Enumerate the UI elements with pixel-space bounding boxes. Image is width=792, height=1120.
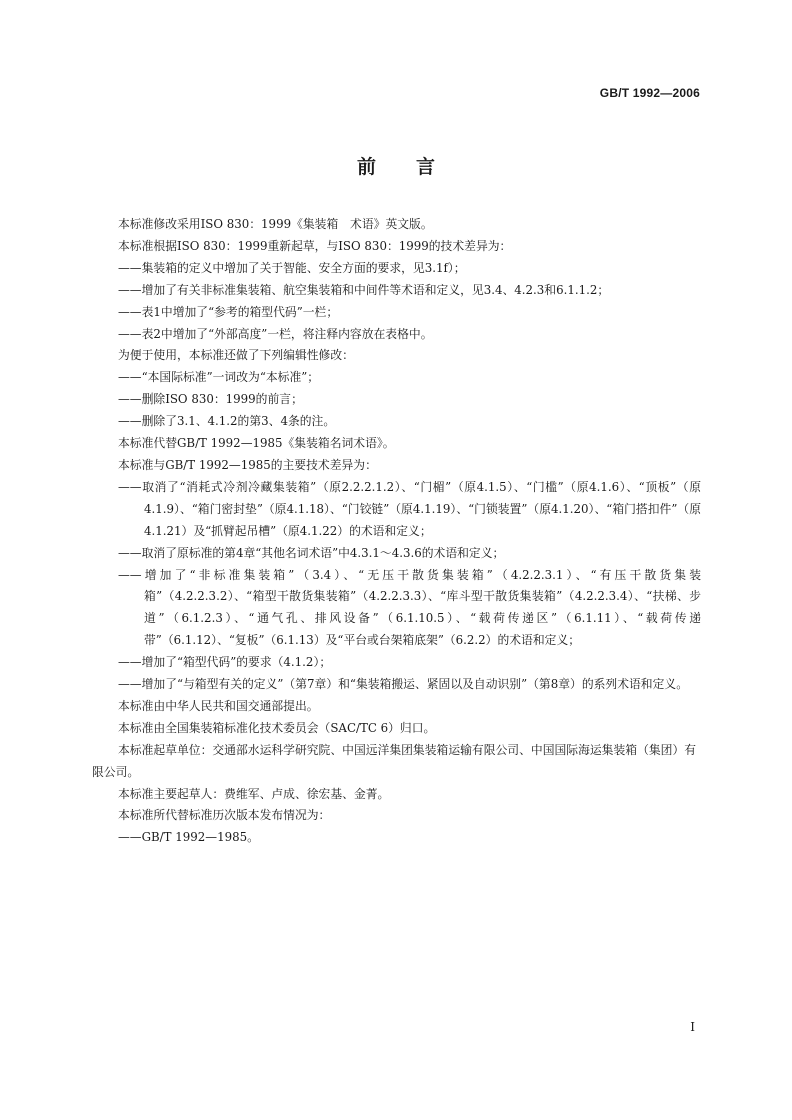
list-item: ——增加了有关非标准集装箱、航空集装箱和中间件等术语和定义，见3.4、4.2.3和6.1.1.2； (118, 282, 610, 297)
list-item: ——集装箱的定义中增加了关于智能、安全方面的要求，见3.1f）； (118, 260, 466, 275)
paragraph: 本标准与GB/T 1992—1985的主要技术差异为： (118, 457, 377, 472)
paragraph: 本标准起草单位：交通部水运科学研究院、中国远洋集团集装箱运输有限公司、中国国际海运集装箱（集团）有限公司。 (92, 742, 697, 779)
page-number: I (690, 1020, 695, 1034)
paragraph: 本标准主要起草人：费维军、卢成、徐宏基、金菁。 (118, 786, 390, 801)
list-item: ——删除了3.1、4.1.2的第3、4条的注。 (118, 414, 336, 429)
list-item: ——“本国际标准”一词改为“本标准”； (118, 370, 320, 385)
paragraph: 本标准根据ISO 830：1999重新起草，与ISO 830：1999的技术差异为： (118, 238, 512, 253)
page-title: 前言 (356, 156, 475, 178)
list-item: ——增加了“非标准集装箱”（3.4）、“无压干散货集装箱”（4.2.2.3.1）、“有压干散货集装箱”（4.2.2.3.2）、“箱型干散货集装箱”（4.2.2.3.3）、“库斗型干散货集装箱”（4.2.2.3.4）、“扶梯、步道”（6.1.2.3）、“通气孔、排风设备”（6.1.10.5）、“载荷传递区”（6.1.11）、“载荷传递带”（6.1.12）、“复板”（6.1.13）及“平台或台架箱底架”（6.2.2）的术语和定义； (118, 567, 701, 648)
paragraph: 为便于使用，本标准还做了下列编辑性修改： (118, 348, 354, 363)
paragraph: 本标准由全国集装箱标准化技术委员会（SAC/TC 6）归口。 (118, 720, 436, 735)
paragraph: 本标准修改采用ISO 830：1999《集装箱 术语》英文版。 (118, 217, 433, 231)
paragraph: 本标准代替GB/T 1992—1985《集装箱名词术语》。 (118, 436, 395, 451)
list-item: ——表2中增加了“外部高度”一栏，将注释内容放在表格中。 (118, 326, 433, 341)
foreword-body (92, 214, 701, 849)
list-item: ——GB/T 1992—1985。 (118, 830, 259, 845)
list-item: ——删除ISO 830：1999的前言； (118, 392, 303, 407)
list-item: ——表1中增加了“参考的箱型代码”一栏； (118, 304, 339, 319)
list-item: ——增加了“与箱型有关的定义”（第7章）和“集装箱搬运、紧固以及自动识别”（第8章）的系列术语和定义。 (118, 677, 688, 692)
list-item: ——取消了原标准的第4章“其他名词术语”中4.3.1～4.3.6的术语和定义； (118, 545, 505, 560)
list-item: ——取消了“消耗式冷剂冷藏集装箱”（原2.2.2.1.2）、“门楣”（原4.1.5）、“门槛”（原4.1.6）、“顶板”（原4.1.9）、“箱门密封垫”（原4.1.18）、“门铰链”（原4.1.19）、“门锁装置”（原4.1.20）、“箱门搭扣件”（原4.1.21）及“抓臂起吊槽”（原4.1.22）的术语和定义； (118, 479, 701, 538)
standard-code: GB/T 1992—2006 (599, 86, 700, 100)
paragraph: 本标准由中华人民共和国交通部提出。 (118, 698, 319, 713)
list-item: ——增加了“箱型代码”的要求（4.1.2）； (118, 655, 332, 670)
paragraph: 本标准所代替标准历次版本发布情况为： (118, 808, 331, 823)
